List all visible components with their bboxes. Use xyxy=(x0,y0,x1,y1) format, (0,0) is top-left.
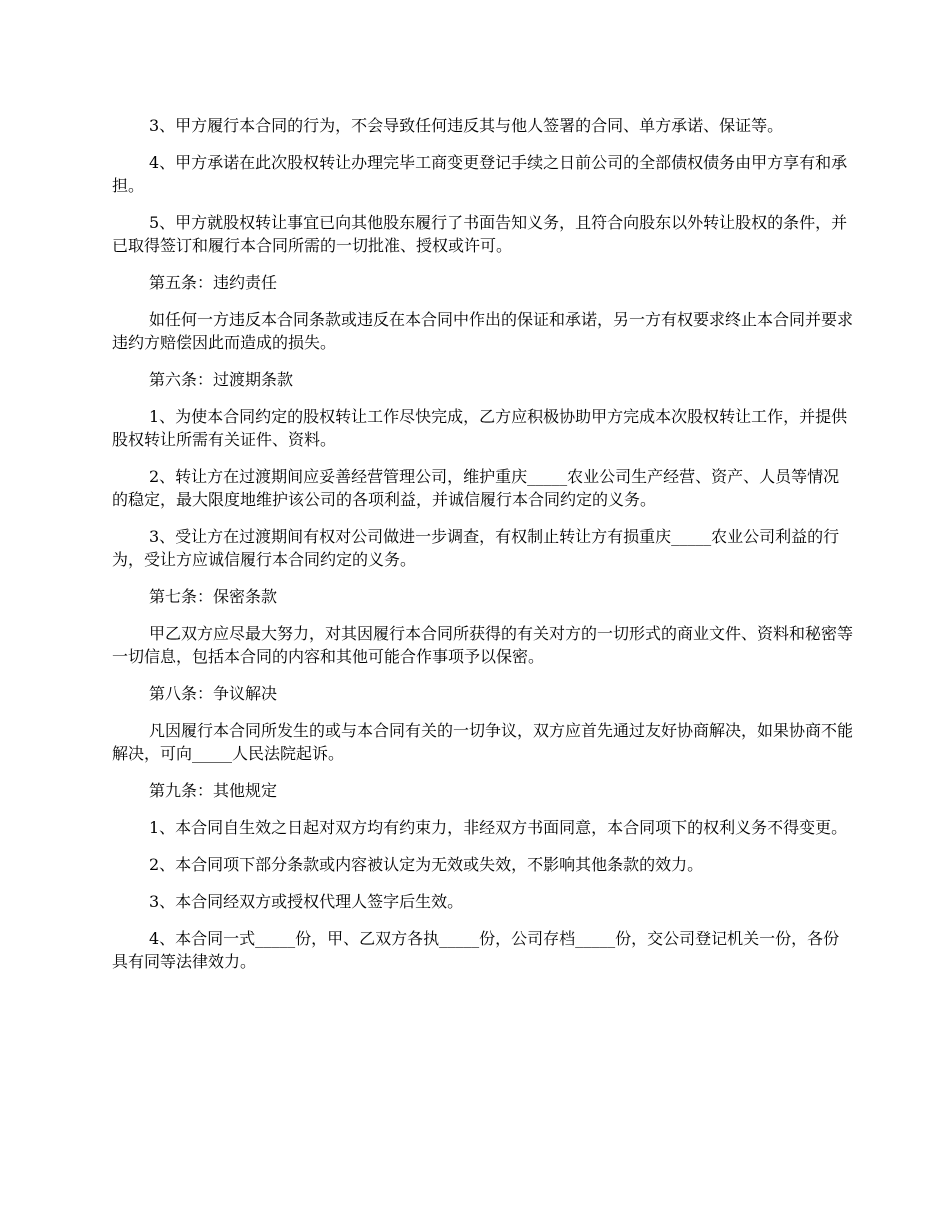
document-body xyxy=(112,114,854,987)
section-heading: 第七条：保密条款 xyxy=(149,587,278,606)
clause-paragraph: 3、受让方在过渡期间有权对公司做进一步调查，有权制止转让方有损重庆_____农业公司利益的行为，受让方应诚信履行本合同约定的义务。 xyxy=(112,527,840,569)
clause-paragraph: 4、甲方承诺在此次股权转让办理完毕工商变更登记手续之日前公司的全部债权债务由甲方享有和承担。 xyxy=(112,153,848,195)
clause-paragraph: 3、本合同经双方或授权代理人签字后生效。 xyxy=(149,892,464,911)
clause-paragraph: 5、甲方就股权转让事宜已向其他股东履行了书面告知义务，且符合向股东以外转让股权的条件，并已取得签订和履行本合同所需的一切批准、授权或许可。 xyxy=(112,213,848,255)
clause-paragraph: 凡因履行本合同所发生的或与本合同有关的一切争议，双方应首先通过友好协商解决，如果协商不能解决，可向_____人民法院起诉。 xyxy=(112,721,854,763)
clause-paragraph: 1、本合同自生效之日起对双方均有约束力，非经双方书面同意，本合同项下的权利义务不得变更。 xyxy=(149,818,848,837)
clause-paragraph: 如任何一方违反本合同条款或违反在本合同中作出的保证和承诺，另一方有权要求终止本合同并要求违约方赔偿因此而造成的损失。 xyxy=(112,310,854,352)
section-heading: 第五条：违约责任 xyxy=(149,273,278,292)
section-heading: 第六条：过渡期条款 xyxy=(149,370,294,389)
section-heading: 第八条：争议解决 xyxy=(149,684,278,703)
clause-paragraph: 4、本合同一式_____份，甲、乙双方各执_____份，公司存档_____份，交公司登记机关一份，各份具有同等法律效力。 xyxy=(112,929,840,971)
clause-paragraph: 1、为使本合同约定的股权转让工作尽快完成，乙方应积极协助甲方完成本次股权转让工作，并提供股权转让所需有关证件、资料。 xyxy=(112,407,848,449)
section-heading: 第九条：其他规定 xyxy=(149,781,278,800)
clause-paragraph: 3、甲方履行本合同的行为，不会导致任何违反其与他人签署的合同、单方承诺、保证等。 xyxy=(149,116,784,135)
clause-paragraph: 2、本合同项下部分条款或内容被认定为无效或失效，不影响其他条款的效力。 xyxy=(149,855,704,874)
clause-paragraph: 2、转让方在过渡期间应妥善经营管理公司，维护重庆_____农业公司生产经营、资产、人员等情况的稳定，最大限度地维护该公司的各项利益，并诚信履行本合同约定的义务。 xyxy=(112,467,840,509)
clause-paragraph: 甲乙双方应尽最大努力，对其因履行本合同所获得的有关对方的一切形式的商业文件、资料和秘密等一切信息，包括本合同的内容和其他可能合作事项予以保密。 xyxy=(112,624,854,666)
